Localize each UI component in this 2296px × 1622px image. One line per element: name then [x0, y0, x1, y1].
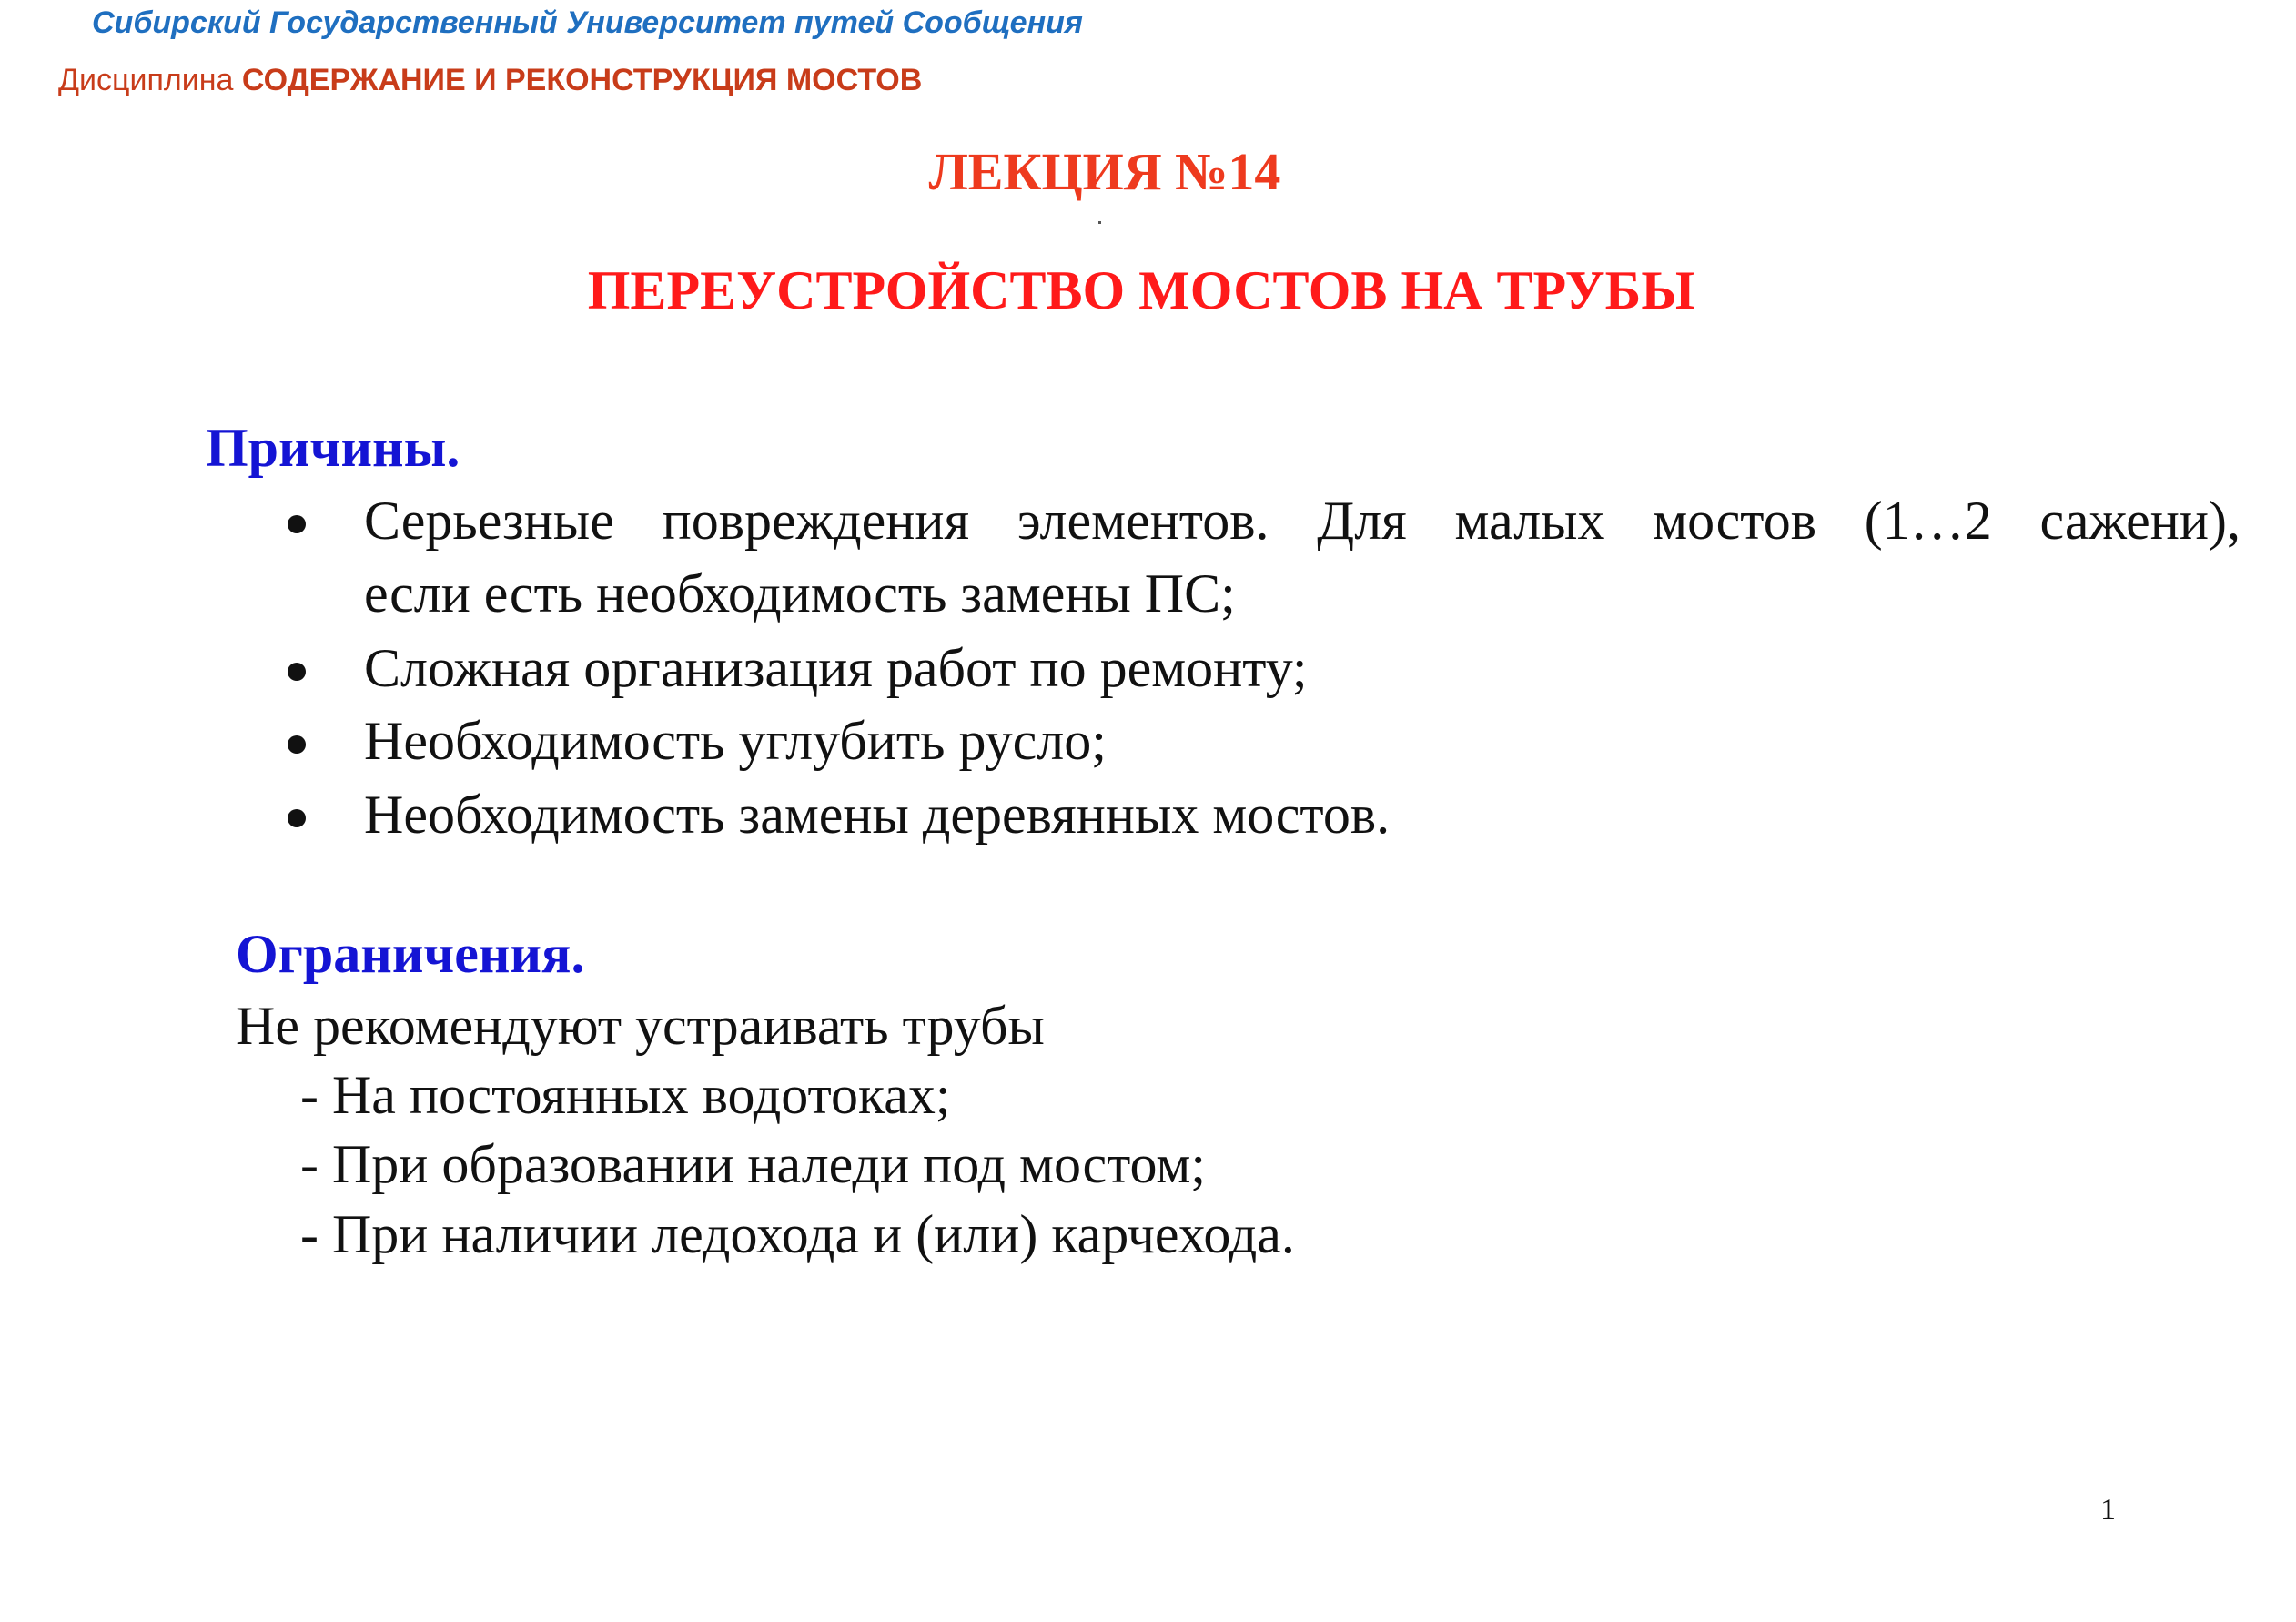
reason-text-continuation: если есть необходимость замены ПС;: [364, 563, 1236, 623]
limitation-item: - При наличии ледохода и (или) карчехода.: [300, 1204, 1295, 1264]
bullet-icon: [288, 515, 306, 533]
bullet-icon: [288, 809, 306, 827]
university-name: Сибирский Государственный Университет путей Сообщения: [92, 5, 1083, 40]
limitations-heading: Ограничения.: [236, 924, 585, 984]
bullet-icon: [288, 735, 306, 754]
page-number: 1: [2100, 1493, 2116, 1526]
stray-dot: [1098, 221, 1101, 224]
reason-text: Серьезные повреждения элементов. Для малых мостов (1…2 сажени),: [364, 491, 2240, 551]
lecture-number: ЛЕКЦИЯ №14: [928, 142, 1281, 201]
limitations-intro: Не рекомендуют устраивать трубы: [236, 996, 1045, 1056]
reason-text: Необходимость замены деревянных мостов.: [364, 785, 1391, 845]
discipline-line: [58, 63, 922, 98]
bullet-icon: [288, 663, 306, 681]
discipline-name: СОДЕРЖАНИЕ И РЕКОНСТРУКЦИЯ МОСТОВ: [241, 63, 923, 97]
reason-text: Необходимость углубить русло;: [364, 711, 1107, 771]
limitation-item: - На постоянных водотоках;: [300, 1065, 951, 1125]
reasons-heading: Причины.: [206, 418, 460, 478]
lecture-title: ПЕРЕУСТРОЙСТВО МОСТОВ НА ТРУБЫ: [587, 260, 1695, 320]
limitation-item: - При образовании наледи под мостом;: [300, 1134, 1207, 1194]
discipline-prefix: Дисциплина: [58, 63, 234, 97]
reason-text: Сложная организация работ по ремонту;: [364, 638, 1308, 698]
